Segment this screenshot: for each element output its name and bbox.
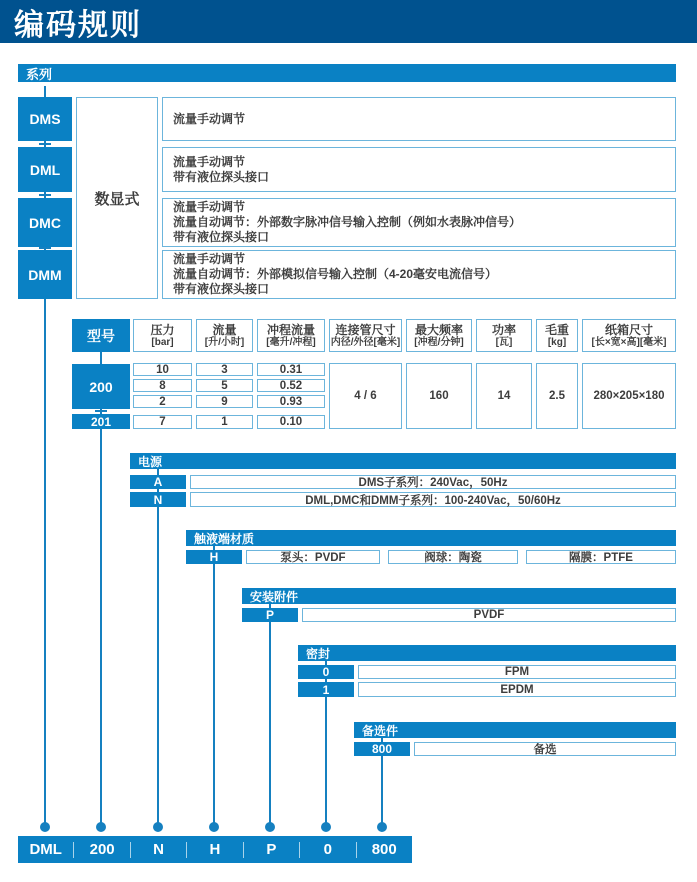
connector-line <box>381 756 383 824</box>
spec-value-cell <box>196 363 253 376</box>
value: 0.10 <box>279 416 303 428</box>
connector-dot <box>321 822 331 832</box>
desc-line: 流量自动调节：外部模拟信号输入控制（4-20毫安电流信号） <box>173 267 498 281</box>
value: 9 <box>221 395 228 408</box>
code-segment-series: DML <box>29 841 62 858</box>
spec-shared-weight-cell <box>536 363 578 429</box>
value: 阀球：陶瓷 <box>424 552 482 564</box>
spec-shared-pipe-cell <box>329 363 402 429</box>
spec-value-cell <box>257 379 325 392</box>
code: H <box>209 550 219 564</box>
column-header-pipe-size <box>329 319 402 352</box>
spec-value-cell <box>133 363 192 376</box>
model-label: 201 <box>90 414 112 429</box>
value: 1 <box>221 416 228 428</box>
code-segment-model: 200 <box>89 841 115 858</box>
value: DMS子系列：240Vac，50Hz <box>358 477 508 489</box>
mounting-desc <box>302 608 676 622</box>
code-segment-wetted: H <box>209 841 221 858</box>
code: N <box>153 492 163 507</box>
connector-line <box>157 469 159 475</box>
column-header-max-frequency <box>406 319 472 352</box>
value: 4 / 6 <box>354 390 377 402</box>
connector-tick <box>39 143 51 145</box>
column-header-flow <box>196 319 253 352</box>
connector-dot <box>209 822 219 832</box>
header-unit: [毫升/冲程] <box>266 336 316 348</box>
spec-value-cell <box>133 395 192 408</box>
connector-dot <box>153 822 163 832</box>
connector-line <box>381 738 383 742</box>
spec-value-cell <box>257 395 325 408</box>
series-code-label: DMS <box>29 111 61 127</box>
value: 8 <box>159 379 166 392</box>
spec-value-cell <box>196 415 253 429</box>
connector-dot <box>96 822 106 832</box>
header-unit: [bar] <box>151 336 174 348</box>
connector-line <box>325 697 327 824</box>
model-header-label: 型号 <box>87 327 115 344</box>
header-line: 最大频率 <box>414 322 463 337</box>
code-segment-seal: 0 <box>323 841 332 858</box>
options-desc <box>414 742 676 756</box>
value: DML,DMC和DMM子系列：100-240Vac，50/60Hz <box>305 494 561 507</box>
model-200-cell <box>72 364 130 409</box>
spec-value-cell <box>133 415 192 429</box>
value: 5 <box>221 379 228 392</box>
page-banner <box>0 0 697 43</box>
desc-line: 带有液位探头接口 <box>173 282 270 296</box>
desc-line: 流量手动调节 <box>173 200 246 214</box>
series-desc-dmm <box>162 250 676 299</box>
wetted-header-bar <box>186 530 676 546</box>
model-label: 200 <box>89 378 113 395</box>
connector-line <box>269 604 271 608</box>
wetted-part-diaphragm <box>526 550 676 564</box>
column-header-carton-size <box>582 319 676 352</box>
seal-desc-epdm <box>358 682 676 697</box>
power-desc-a <box>190 475 676 489</box>
wetted-part-pump-head <box>246 550 380 564</box>
connector-tick <box>39 247 51 249</box>
value: 0.93 <box>279 395 303 408</box>
model-header-cell <box>72 319 130 352</box>
code: P <box>265 608 274 622</box>
model-201-cell <box>72 414 130 429</box>
power-header-label: 电源 <box>138 454 163 469</box>
value: 10 <box>156 363 169 376</box>
connector-line <box>269 622 271 824</box>
value: 14 <box>497 390 511 402</box>
wetted-code-h <box>186 550 242 564</box>
options-header-bar <box>354 722 676 738</box>
header-line: 压力 <box>150 322 175 337</box>
code-segment-options: 800 <box>371 841 397 858</box>
value: 2 <box>159 395 166 408</box>
seal-desc-fpm <box>358 665 676 679</box>
spec-value-cell <box>257 363 325 376</box>
spec-shared-frequency-cell <box>406 363 472 429</box>
connector-line <box>157 489 159 492</box>
value: EPDM <box>500 683 534 696</box>
value: 280×205×180 <box>593 390 665 402</box>
desc-line: 流量自动调节：外部数字脉冲信号输入控制（例如水表脉冲信号） <box>173 215 522 229</box>
value: 160 <box>429 390 449 402</box>
code: 0 <box>322 665 330 679</box>
desc-line: 流量手动调节 <box>173 252 246 266</box>
connector-line <box>325 679 327 682</box>
power-code-n <box>130 492 186 507</box>
connector-tick <box>39 194 51 196</box>
connector-line <box>213 546 215 550</box>
series-group-label: 数显式 <box>94 190 140 208</box>
connector-line <box>157 507 159 824</box>
wetted-header-label: 触液端材质 <box>194 531 255 546</box>
model-code-bar <box>18 836 412 863</box>
connector-line <box>100 429 102 824</box>
desc-line: 带有液位探头接口 <box>173 169 270 184</box>
column-header-stroke-volume <box>257 319 325 352</box>
header-line: 纸箱尺寸 <box>604 322 653 337</box>
connector-dot <box>265 822 275 832</box>
desc-line: 流量手动调节 <box>173 111 246 126</box>
value: PVDF <box>473 609 505 621</box>
series-desc-dmc <box>162 198 676 247</box>
series-code-dmc <box>18 198 72 247</box>
column-header-power <box>476 319 532 352</box>
mounting-header-bar <box>242 588 676 604</box>
value: 备选 <box>533 744 557 756</box>
spec-value-cell <box>196 379 253 392</box>
power-header-bar <box>130 453 676 469</box>
seal-header-label: 密封 <box>306 646 331 661</box>
options-code-800 <box>354 742 410 756</box>
header-unit: [长×宽×高][毫米] <box>591 336 667 348</box>
spec-shared-carton-cell <box>582 363 676 429</box>
seal-code-0 <box>298 665 354 679</box>
connector-dot <box>377 822 387 832</box>
code-segment-power: N <box>153 841 164 858</box>
connector-line <box>44 86 46 97</box>
header-unit: [冲程/分钟] <box>414 336 464 348</box>
series-header-bar <box>18 64 676 82</box>
series-code-label: DML <box>29 161 61 178</box>
page-title: 编码规则 <box>14 8 142 42</box>
code: 800 <box>371 742 393 756</box>
value: 3 <box>221 363 228 376</box>
series-code-label: DMM <box>28 266 62 283</box>
column-header-weight <box>536 319 578 352</box>
header-line: 冲程流量 <box>266 322 315 337</box>
value: 2.5 <box>549 390 565 402</box>
spec-value-cell <box>133 379 192 392</box>
connector-line <box>44 299 46 824</box>
value: 隔膜：PTFE <box>569 552 633 564</box>
column-header-pressure <box>133 319 192 352</box>
wetted-part-valve-ball <box>388 550 518 564</box>
connector-tick <box>95 410 107 412</box>
series-desc-dms <box>162 97 676 141</box>
spec-shared-power-cell <box>476 363 532 429</box>
desc-line: 流量手动调节 <box>173 154 246 169</box>
seal-header-bar <box>298 645 676 661</box>
mounting-code-p <box>242 608 298 622</box>
connector-line <box>100 352 102 364</box>
power-desc-n <box>190 492 676 507</box>
seal-code-1 <box>298 682 354 697</box>
mounting-header-label: 安装附件 <box>250 589 299 604</box>
connector-dot <box>40 822 50 832</box>
series-header-label: 系列 <box>26 66 53 82</box>
series-group-box <box>76 97 158 299</box>
header-line: 连接管尺寸 <box>335 322 396 337</box>
header-unit: [瓦] <box>495 336 513 348</box>
code-segment-mounting: P <box>266 841 277 858</box>
series-code-label: DMC <box>29 214 61 231</box>
options-header-label: 备选件 <box>362 723 399 738</box>
value: 0.31 <box>279 363 303 376</box>
header-line: 功率 <box>491 322 516 337</box>
series-code-dmm <box>18 250 72 299</box>
code: 1 <box>322 682 330 697</box>
desc-line: 带有液位探头接口 <box>173 230 270 244</box>
series-code-dms <box>18 97 72 141</box>
value: FPM <box>504 666 530 678</box>
series-code-dml <box>18 147 72 192</box>
header-line: 毛重 <box>544 322 569 337</box>
value: 7 <box>159 416 166 428</box>
value: 0.52 <box>279 379 303 392</box>
connector-line <box>213 564 215 824</box>
header-unit: [升/小时] <box>204 336 245 348</box>
header-unit: [kg] <box>547 336 567 348</box>
connector-line <box>325 661 327 665</box>
power-code-a <box>130 475 186 489</box>
code: A <box>153 475 163 489</box>
header-unit: 内径/外径[毫米] <box>330 336 401 348</box>
series-desc-dml <box>162 147 676 192</box>
spec-value-cell <box>196 395 253 408</box>
spec-value-cell <box>257 415 325 429</box>
header-line: 流量 <box>212 322 237 337</box>
value: 泵头：PVDF <box>280 552 346 564</box>
